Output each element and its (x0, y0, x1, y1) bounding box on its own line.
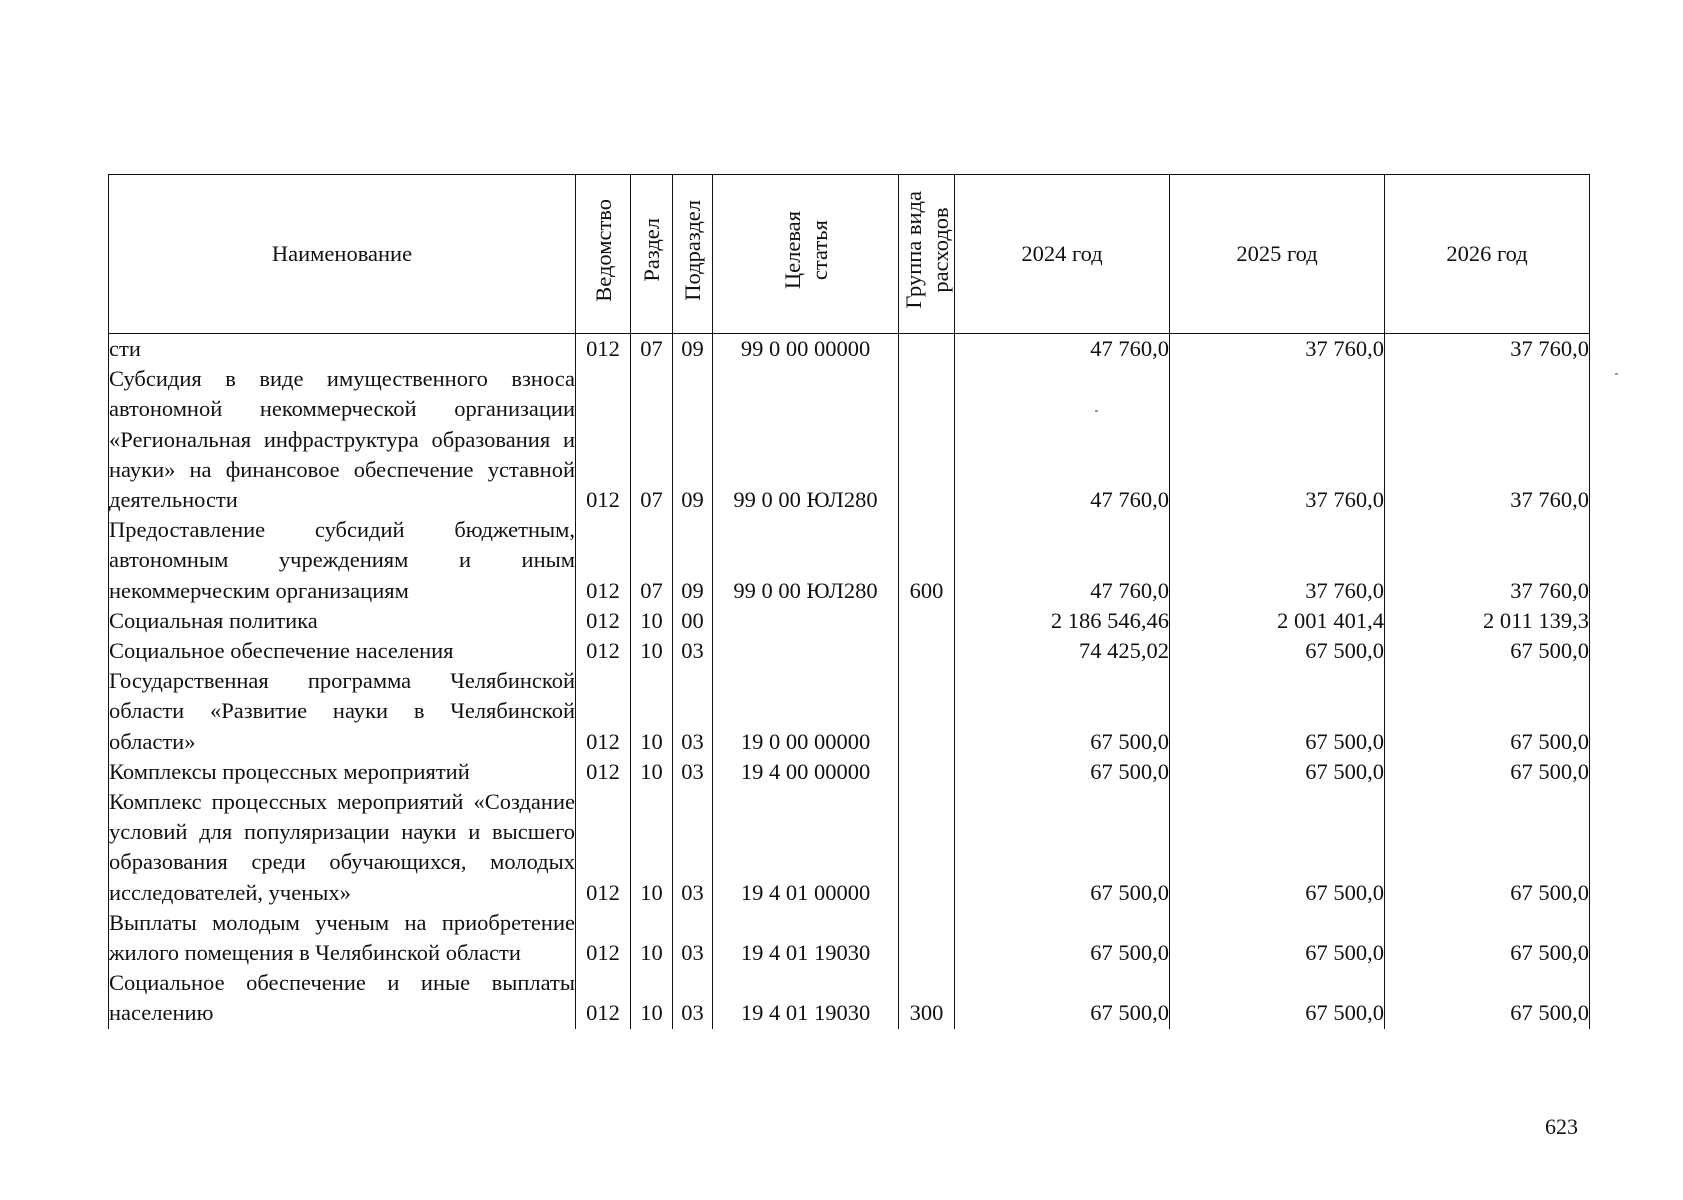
row-name: Субсидия в виде имущественного взноса автономной некоммерческой организации «Региональная инфраструктура образования и науки» на финансовое обеспечение уставной деятельности (109, 364, 576, 515)
row-section: 07 (631, 334, 673, 365)
row-subsection: 03 (673, 636, 713, 666)
row-name: Выплаты молодым ученым на приобретение жилого помещения в Челябинской области (109, 908, 576, 968)
row-2026: 67 500,0 (1385, 636, 1590, 666)
row-2025: 67 500,0 (1170, 666, 1385, 757)
row-2025: 37 760,0 (1170, 364, 1385, 515)
row-name: сти (109, 334, 576, 365)
row-target: 19 4 01 00000 (713, 787, 899, 908)
row-name: Социальное обеспечение и иные выплаты населению (109, 968, 576, 1028)
table-row (109, 606, 1590, 636)
row-2025: 67 500,0 (1170, 968, 1385, 1028)
row-2024: 67 500,0 (955, 787, 1170, 908)
table-row (109, 334, 1590, 365)
header-2026: 2026 год (1385, 175, 1590, 334)
row-group (899, 757, 955, 787)
row-group (899, 334, 955, 365)
row-name: Комплексы процессных мероприятий (109, 757, 576, 787)
row-2026: 67 500,0 (1385, 908, 1590, 968)
row-subsection: 09 (673, 364, 713, 515)
row-dept: 012 (576, 757, 631, 787)
row-2026: 2 011 139,3 (1385, 606, 1590, 636)
row-target: 99 0 00 ЮЛ280 (713, 515, 899, 606)
row-subsection: 09 (673, 334, 713, 365)
row-name: Комплекс процессных мероприятий «Создание условий для популяризации науки и высшего образования среди обучающихся, молодых исследователей, ученых» (109, 787, 576, 908)
row-2024: 47 760,0 (955, 334, 1170, 365)
row-dept: 012 (576, 636, 631, 666)
row-dept: 012 (576, 666, 631, 757)
table-row (109, 787, 1590, 908)
row-subsection: 03 (673, 666, 713, 757)
header-name: Наименование (109, 175, 576, 334)
row-subsection: 00 (673, 606, 713, 636)
row-2024: 47 760,0 (955, 515, 1170, 606)
header-2025: 2025 год (1170, 175, 1385, 334)
header-dept: Ведомство (576, 175, 631, 334)
row-2024: 74 425,02 (955, 636, 1170, 666)
table-row (109, 364, 1590, 515)
row-2026: 37 760,0 (1385, 515, 1590, 606)
row-subsection: 03 (673, 968, 713, 1028)
row-section: 10 (631, 908, 673, 968)
row-name: Государственная программа Челябинской области «Развитие науки в Челябинской области» (109, 666, 576, 757)
row-section: 07 (631, 515, 673, 606)
header-subsection: Подраздел (673, 175, 713, 334)
row-2024: 67 500,0 (955, 666, 1170, 757)
page-number: 623 (1545, 1114, 1578, 1139)
row-2024: 67 500,0 (955, 757, 1170, 787)
row-target: 99 0 00 00000 (713, 334, 899, 365)
row-section: 10 (631, 606, 673, 636)
row-group (899, 636, 955, 666)
row-subsection: 03 (673, 908, 713, 968)
row-2026: 67 500,0 (1385, 757, 1590, 787)
header-2024: 2024 год (955, 175, 1170, 334)
row-2026: 67 500,0 (1385, 787, 1590, 908)
row-2025: 37 760,0 (1170, 334, 1385, 365)
header-target: Целевая статья (713, 175, 899, 334)
row-section: 10 (631, 757, 673, 787)
row-dept: 012 (576, 515, 631, 606)
scan-speck (1615, 373, 1618, 375)
row-subsection: 09 (673, 515, 713, 606)
row-2025: 67 500,0 (1170, 908, 1385, 968)
row-target: 99 0 00 ЮЛ280 (713, 364, 899, 515)
row-2026: 37 760,0 (1385, 364, 1590, 515)
budget-table (108, 174, 1590, 1029)
row-dept: 012 (576, 606, 631, 636)
row-2024: 67 500,0 (955, 908, 1170, 968)
row-group (899, 908, 955, 968)
row-2026: 67 500,0 (1385, 666, 1590, 757)
table-row (109, 968, 1590, 1028)
row-name: Социальная политика (109, 606, 576, 636)
row-target: 19 4 01 19030 (713, 908, 899, 968)
row-group (899, 364, 955, 515)
row-2025: 2 001 401,4 (1170, 606, 1385, 636)
row-name: Социальное обеспечение населения (109, 636, 576, 666)
table-row (109, 757, 1590, 787)
header-group: Группа вида расходов (899, 175, 955, 334)
row-group: 300 (899, 968, 955, 1028)
row-section: 10 (631, 636, 673, 666)
row-section: 07 (631, 364, 673, 515)
row-subsection: 03 (673, 757, 713, 787)
row-2025: 67 500,0 (1170, 787, 1385, 908)
table-row (109, 515, 1590, 606)
row-dept: 012 (576, 334, 631, 365)
row-target: 19 0 00 00000 (713, 666, 899, 757)
table-row (109, 636, 1590, 666)
row-group (899, 787, 955, 908)
row-2025: 37 760,0 (1170, 515, 1385, 606)
row-dept: 012 (576, 787, 631, 908)
row-2026: 37 760,0 (1385, 334, 1590, 365)
row-target: 19 4 01 19030 (713, 968, 899, 1028)
row-section: 10 (631, 666, 673, 757)
scan-speck (1095, 410, 1098, 412)
header-row (109, 175, 1590, 334)
row-subsection: 03 (673, 787, 713, 908)
row-target (713, 636, 899, 666)
row-2024: 47 760,0 (955, 364, 1170, 515)
row-target: 19 4 00 00000 (713, 757, 899, 787)
row-2024: 67 500,0 (955, 968, 1170, 1028)
row-name: Предоставление субсидий бюджетным, автономным учреждениям и иным некоммерческим организациям (109, 515, 576, 606)
row-group (899, 666, 955, 757)
row-group: 600 (899, 515, 955, 606)
table-row (109, 666, 1590, 757)
row-2025: 67 500,0 (1170, 757, 1385, 787)
row-target (713, 606, 899, 636)
row-group (899, 606, 955, 636)
row-section: 10 (631, 787, 673, 908)
row-2025: 67 500,0 (1170, 636, 1385, 666)
row-2024: 2 186 546,46 (955, 606, 1170, 636)
row-2026: 67 500,0 (1385, 968, 1590, 1028)
row-dept: 012 (576, 968, 631, 1028)
header-section: Раздел (631, 175, 673, 334)
row-dept: 012 (576, 908, 631, 968)
row-section: 10 (631, 968, 673, 1028)
table-row (109, 908, 1590, 968)
row-dept: 012 (576, 364, 631, 515)
